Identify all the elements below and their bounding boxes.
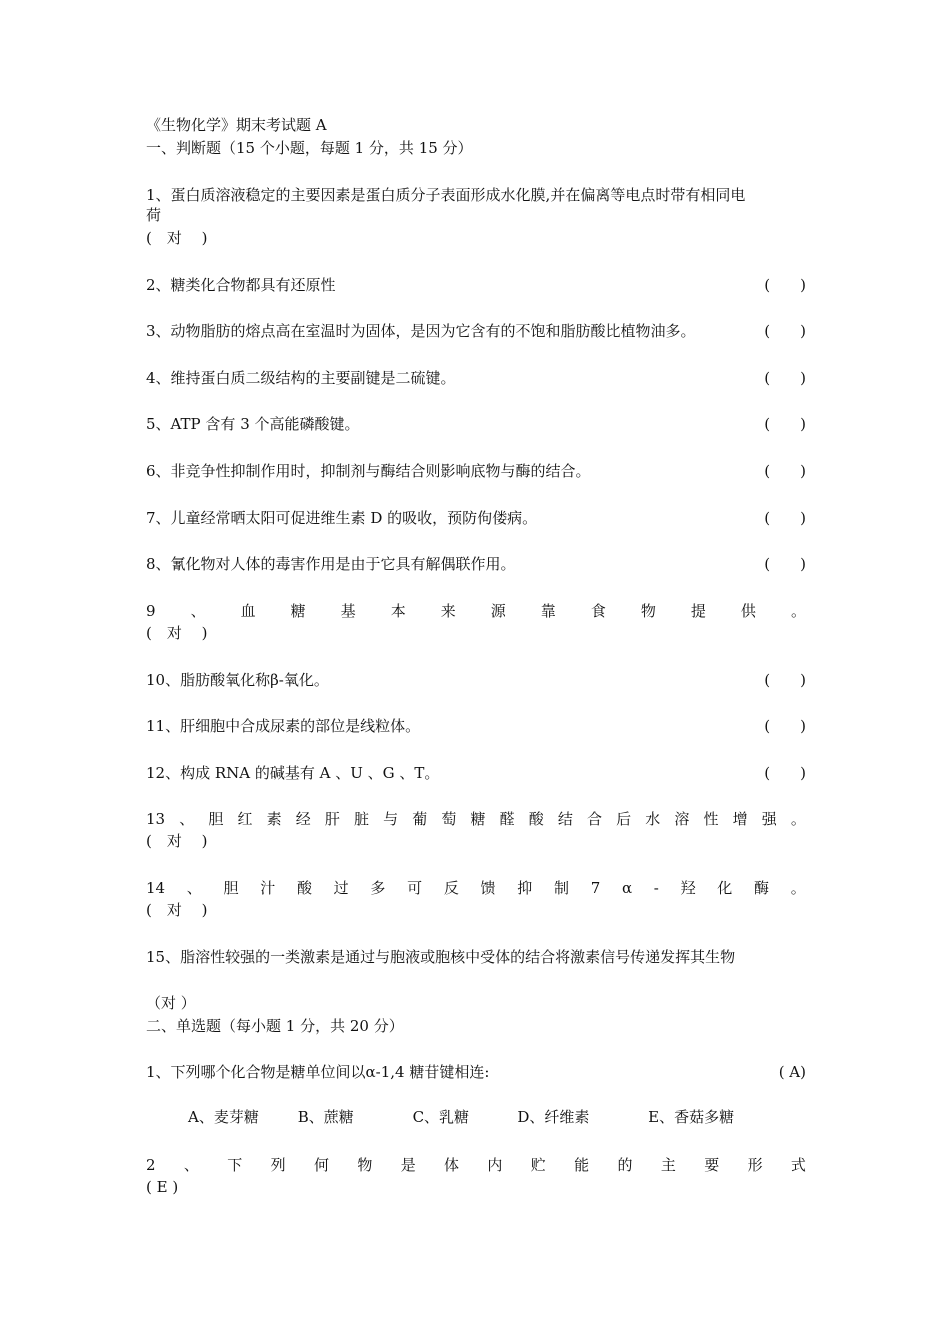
q14-char: 酶 bbox=[754, 879, 770, 897]
q14-char: 可 bbox=[407, 879, 423, 897]
tf-question-15: 15、脂溶性较强的一类激素是通过与胞液或胞核中受体的结合将激素信号传递发挥其生物 bbox=[146, 948, 736, 966]
tf-question-13-line bbox=[146, 810, 806, 829]
tf-answer-2: ( ) bbox=[764, 276, 806, 294]
mcq2-char: 列 bbox=[270, 1156, 286, 1174]
tf-question-1-line2: 荷 bbox=[146, 206, 162, 224]
q14-char: 多 bbox=[370, 879, 386, 897]
q9-char: 供 bbox=[740, 602, 756, 620]
q13-char: 水 bbox=[645, 810, 661, 828]
q9-char: 糖 bbox=[290, 602, 306, 620]
option-d: D、纤维素 bbox=[517, 1108, 590, 1126]
tf-question-8 bbox=[146, 555, 806, 574]
q13-char: 醛 bbox=[499, 810, 515, 828]
tf-question-3 bbox=[146, 322, 806, 341]
tf-answer-4: ( ) bbox=[764, 369, 806, 387]
q13-char: 脏 bbox=[353, 810, 369, 828]
tf-question-2-text: 2、糖类化合物都具有还原性 bbox=[146, 276, 336, 294]
tf-question-3-text: 3、动物脂肪的熔点高在室温时为固体，是因为它含有的不饱和脂肪酸比植物油多。 bbox=[146, 322, 696, 340]
tf-answer-15: （对 ） bbox=[146, 994, 196, 1012]
tf-question-7-text: 7、儿童经常晒太阳可促进维生素 D 的吸收，预防佝偻病。 bbox=[146, 509, 538, 527]
tf-question-12 bbox=[146, 764, 806, 783]
tf-question-14-line bbox=[146, 879, 806, 898]
tf-answer-5: ( ) bbox=[764, 415, 806, 433]
q13-char: 糖 bbox=[470, 810, 486, 828]
mcq2-char: 、 bbox=[183, 1156, 199, 1174]
q13-char: 红 bbox=[237, 810, 253, 828]
q9-char: 、 bbox=[190, 602, 206, 620]
tf-answer-8: ( ) bbox=[764, 555, 806, 573]
mcq2-char: 体 bbox=[444, 1156, 460, 1174]
q13-char: 经 bbox=[295, 810, 311, 828]
q14-char: 酸 bbox=[296, 879, 312, 897]
q9-char: 源 bbox=[490, 602, 506, 620]
mcq2-char: 贮 bbox=[530, 1156, 546, 1174]
tf-answer-12: ( ) bbox=[764, 764, 806, 782]
q14-char: 反 bbox=[443, 879, 459, 897]
tf-answer-11: ( ) bbox=[764, 717, 806, 735]
q9-char: 食 bbox=[590, 602, 606, 620]
q14-char: α bbox=[621, 879, 633, 897]
tf-answer-3: ( ) bbox=[764, 322, 806, 340]
q13-char: 、 bbox=[179, 810, 195, 828]
tf-question-4-text: 4、维持蛋白质二级结构的主要副键是二硫键。 bbox=[146, 369, 456, 387]
mc-question-1-text: 1、下列哪个化合物是糖单位间以α-1,4 糖苷键相连: bbox=[146, 1063, 490, 1081]
q14-char: 化 bbox=[717, 879, 733, 897]
mcq2-char: 何 bbox=[313, 1156, 329, 1174]
mcq2-char: 2 bbox=[146, 1156, 156, 1174]
tf-question-4 bbox=[146, 369, 806, 388]
mc-answer-1: ( A) bbox=[778, 1063, 806, 1081]
q9-char: 本 bbox=[390, 602, 406, 620]
tf-question-11-text: 11、肝细胞中合成尿素的部位是线粒体。 bbox=[146, 717, 421, 735]
mc-answer-2: ( E ) bbox=[146, 1178, 179, 1196]
tf-answer-6: ( ) bbox=[764, 462, 806, 480]
q14-char: 过 bbox=[333, 879, 349, 897]
q14-char: 。 bbox=[790, 879, 806, 897]
tf-answer-1: ( 对 ) bbox=[146, 229, 208, 247]
q14-char: 7 bbox=[590, 879, 601, 897]
q9-char: 。 bbox=[790, 602, 806, 620]
q13-char: 葡 bbox=[412, 810, 428, 828]
mc-question-1 bbox=[146, 1063, 806, 1082]
mc-question-2-line bbox=[146, 1156, 806, 1175]
mcq2-char: 主 bbox=[660, 1156, 676, 1174]
q9-char: 靠 bbox=[540, 602, 556, 620]
q13-char: 性 bbox=[703, 810, 719, 828]
tf-question-8-text: 8、氰化物对人体的毒害作用是由于它具有解偶联作用。 bbox=[146, 555, 516, 573]
q14-char: 汁 bbox=[260, 879, 276, 897]
q9-char: 来 bbox=[440, 602, 456, 620]
q9-char: 基 bbox=[340, 602, 356, 620]
q14-char: - bbox=[653, 879, 659, 897]
q13-char: 强 bbox=[761, 810, 777, 828]
tf-question-10-text: 10、脂肪酸氧化称β-氧化。 bbox=[146, 671, 329, 689]
q13-char: 溶 bbox=[674, 810, 690, 828]
q13-char: 。 bbox=[790, 810, 806, 828]
option-e: E、香菇多糖 bbox=[648, 1108, 735, 1126]
mc-question-1-options bbox=[188, 1108, 734, 1127]
mcq2-char: 是 bbox=[400, 1156, 416, 1174]
tf-answer-9: ( 对 ) bbox=[146, 624, 208, 642]
q9-char: 物 bbox=[640, 602, 656, 620]
q14-char: 羟 bbox=[680, 879, 696, 897]
mcq2-char: 能 bbox=[574, 1156, 590, 1174]
tf-question-12-text: 12、构成 RNA 的碱基有 A 、U 、G 、T。 bbox=[146, 764, 440, 782]
q14-char: 、 bbox=[186, 879, 202, 897]
tf-question-6 bbox=[146, 462, 806, 481]
q14-char: 抑 bbox=[517, 879, 533, 897]
q13-char: 酸 bbox=[528, 810, 544, 828]
tf-question-2 bbox=[146, 276, 806, 295]
mcq2-char: 物 bbox=[357, 1156, 373, 1174]
tf-question-7 bbox=[146, 509, 806, 528]
tf-question-5-text: 5、ATP 含有 3 个高能磷酸键。 bbox=[146, 415, 360, 433]
q13-char: 增 bbox=[732, 810, 748, 828]
option-b: B、蔗糖 bbox=[297, 1108, 354, 1126]
q13-char: 结 bbox=[557, 810, 573, 828]
q14-char: 馈 bbox=[480, 879, 496, 897]
tf-question-11 bbox=[146, 717, 806, 736]
mcq2-char: 式 bbox=[790, 1156, 806, 1174]
q13-char: 素 bbox=[266, 810, 282, 828]
tf-answer-13: ( 对 ) bbox=[146, 832, 208, 850]
mcq2-char: 形 bbox=[747, 1156, 763, 1174]
q13-char: 肝 bbox=[324, 810, 340, 828]
q13-char: 萄 bbox=[441, 810, 457, 828]
tf-question-1-line1: 1、蛋白质溶液稳定的主要因素是蛋白质分子表面形成水化膜,并在偏离等电点时带有相同电 bbox=[146, 186, 746, 204]
q13-char: 合 bbox=[586, 810, 602, 828]
tf-question-5 bbox=[146, 415, 806, 434]
tf-answer-7: ( ) bbox=[764, 509, 806, 527]
q14-char: 胆 bbox=[223, 879, 239, 897]
tf-question-10 bbox=[146, 671, 806, 690]
q14-char: 14 bbox=[146, 879, 166, 897]
q13-char: 后 bbox=[616, 810, 632, 828]
q14-char: 制 bbox=[553, 879, 569, 897]
q13-char: 与 bbox=[383, 810, 399, 828]
tf-answer-14: ( 对 ) bbox=[146, 901, 208, 919]
tf-question-6-text: 6、非竞争性抑制作用时，抑制剂与酶结合则影响底物与酶的结合。 bbox=[146, 462, 591, 480]
q9-char: 9 bbox=[146, 602, 156, 620]
q9-char: 提 bbox=[690, 602, 706, 620]
mcq2-char: 下 bbox=[227, 1156, 243, 1174]
option-c: C、乳糖 bbox=[412, 1108, 470, 1126]
tf-answer-10: ( ) bbox=[764, 671, 806, 689]
mcq2-char: 的 bbox=[617, 1156, 633, 1174]
mcq2-char: 内 bbox=[487, 1156, 503, 1174]
q13-char: 13 bbox=[146, 810, 166, 828]
option-a: A、麦芽糖 bbox=[188, 1108, 259, 1126]
q13-char: 胆 bbox=[208, 810, 224, 828]
mcq2-char: 要 bbox=[704, 1156, 720, 1174]
section1-heading: 一、判断题（15 个小题，每题 1 分，共 15 分） bbox=[146, 139, 473, 157]
tf-question-9-line bbox=[146, 602, 806, 621]
exam-title: 《生物化学》期末考试题 A bbox=[146, 116, 327, 134]
q9-char: 血 bbox=[240, 602, 256, 620]
section2-heading: 二、单选题（每小题 1 分，共 20 分） bbox=[146, 1017, 404, 1035]
